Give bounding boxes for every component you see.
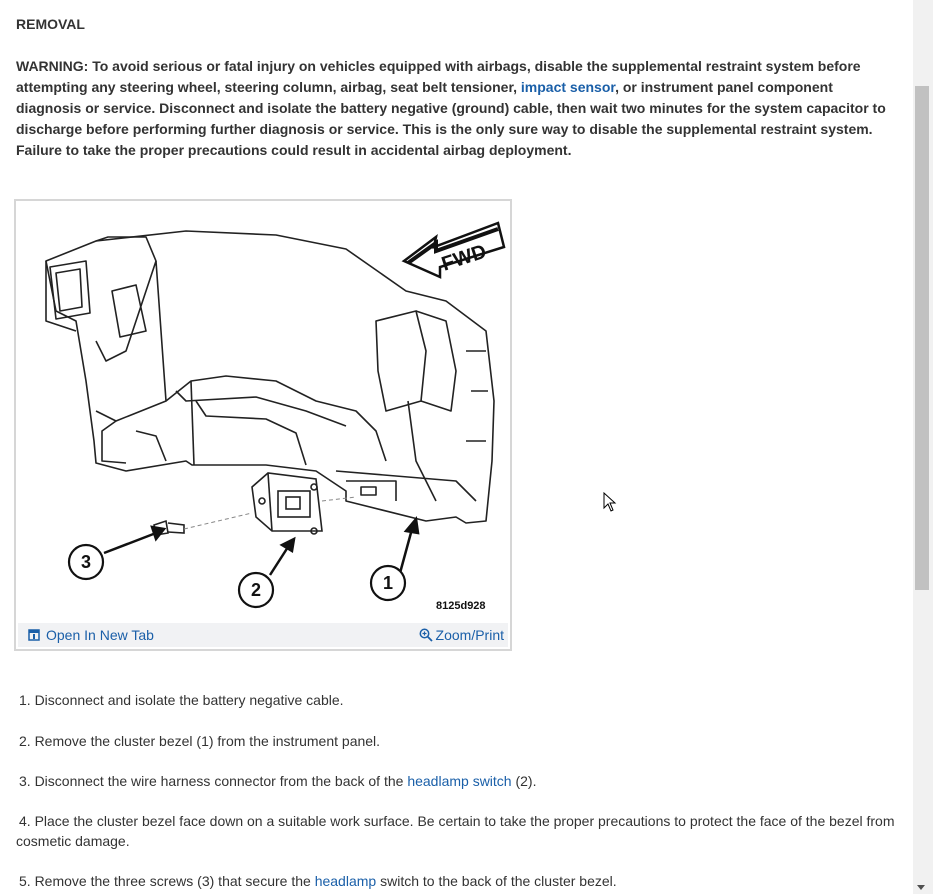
new-tab-icon [28, 629, 40, 641]
figure-toolbar [18, 623, 508, 647]
removal-figure [14, 199, 512, 651]
warning-text-part2: , or instrument panel component diagnosis or service. Disconnect and isolate the battery negative (ground) cable, then wait two minutes for the system capacitor to discharge before performing further diagnosis or service. This is the only sure way to disable the supplemental restraint system. Failure to take the proper precautions could result in accidental airbag deployment. [16, 79, 886, 158]
callout-1: 1 [382, 573, 394, 593]
step-5-text-before: 5. Remove the three screws (3) that secure the [19, 873, 315, 889]
step-5-text-after: switch to the back of the cluster bezel. [376, 873, 617, 889]
impact-sensor-link[interactable]: impact sensor [520, 79, 616, 95]
scrollbar-thumb[interactable] [915, 86, 929, 590]
zoom-print-button[interactable] [419, 627, 504, 643]
open-in-new-tab-label: Open In New Tab [46, 627, 154, 643]
step-5 [19, 871, 899, 891]
zoom-icon [419, 628, 433, 642]
open-in-new-tab-button[interactable] [28, 627, 154, 643]
instrument-panel-illustration [16, 201, 510, 625]
mouse-cursor-icon [603, 492, 617, 512]
step-4: 4. Place the cluster bezel face down on a suitable work surface. Be certain to take the proper precautions to protect the face of the bezel from cosmetic damage. [16, 813, 895, 849]
headlamp-switch-link[interactable]: headlamp switch [407, 773, 512, 789]
fwd-label: FWD [438, 240, 490, 276]
section-heading: REMOVAL [16, 16, 85, 32]
step-3 [19, 771, 899, 791]
callout-2: 2 [250, 580, 262, 600]
warning-text-part1: WARNING: To avoid serious or fatal injury on vehicles equipped with airbags, disable the supplemental restraint system before attempting any steering wheel, steering column, airbag, seat belt tensioner, [16, 58, 861, 95]
step-2: 2. Remove the cluster bezel (1) from the instrument panel. [19, 733, 381, 749]
step-3-text-after: (2). [511, 773, 537, 789]
vertical-scrollbar[interactable] [913, 0, 933, 894]
step-3-text-before: 3. Disconnect the wire harness connector from the back of the [19, 773, 408, 789]
figure-id: 8125d928 [436, 600, 486, 612]
headlamp-link[interactable]: headlamp [314, 873, 377, 889]
scroll-down-arrow-icon[interactable] [917, 885, 925, 890]
warning-text [16, 56, 896, 161]
callout-3: 3 [80, 552, 92, 572]
zoom-print-label: Zoom/Print [435, 627, 504, 643]
step-1: 1. Disconnect and isolate the battery negative cable. [19, 692, 344, 708]
